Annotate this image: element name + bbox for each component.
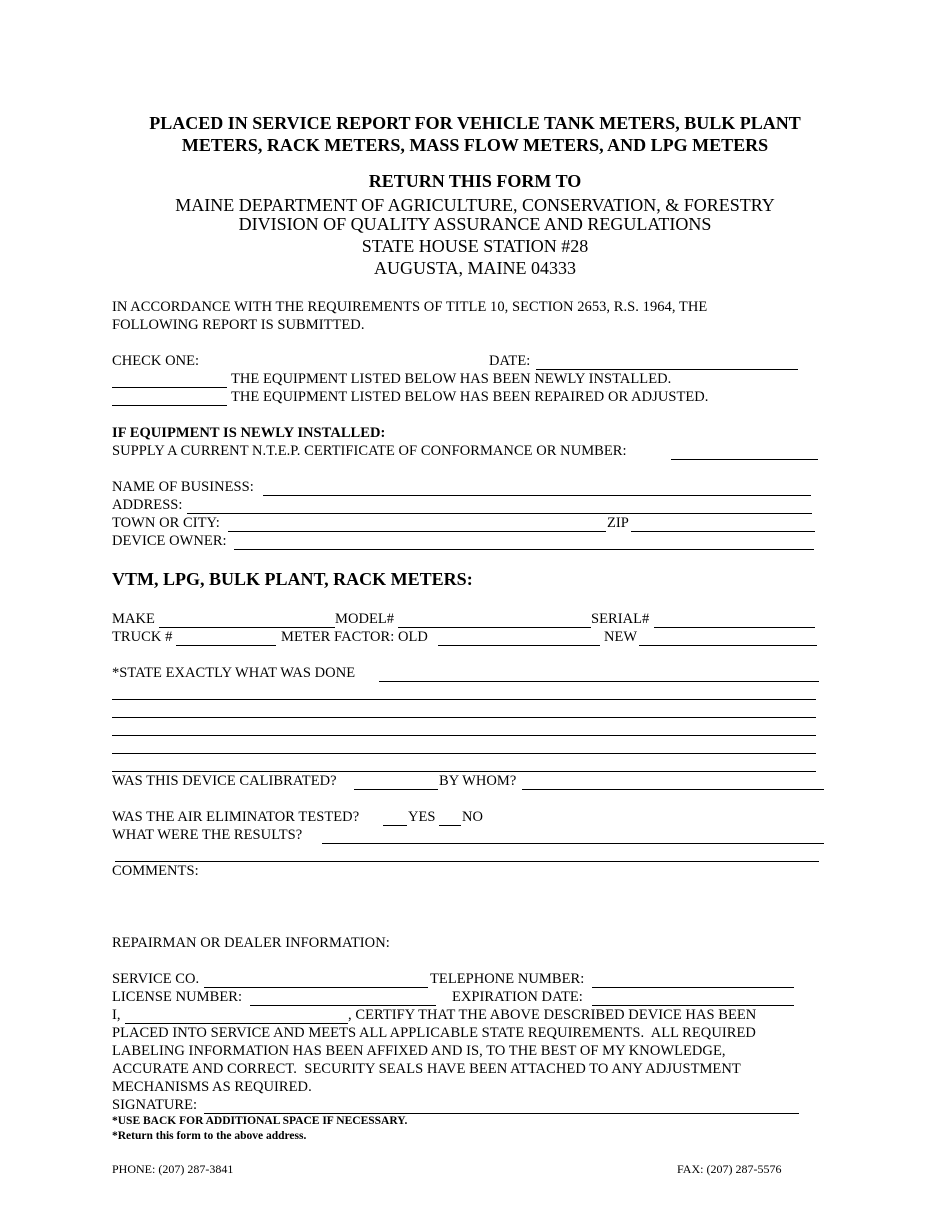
results-line[interactable]	[115, 861, 819, 862]
town-field[interactable]	[228, 531, 606, 532]
option-repaired: THE EQUIPMENT LISTED BELOW HAS BEEN REPAIRED OR ADJUSTED.	[231, 389, 709, 405]
address-label: ADDRESS:	[112, 497, 183, 513]
license-label: LICENSE NUMBER:	[112, 989, 243, 1005]
make-field[interactable]	[159, 627, 335, 628]
truck-field[interactable]	[176, 645, 276, 646]
calibrated-label: WAS THIS DEVICE CALIBRATED?	[112, 773, 337, 789]
signature-label: SIGNATURE:	[112, 1097, 198, 1113]
state-done-field[interactable]	[379, 681, 819, 682]
date-field[interactable]	[536, 369, 798, 370]
ntep-field[interactable]	[671, 459, 818, 460]
certifier-name-field[interactable]	[125, 1023, 348, 1024]
results-label: WHAT WERE THE RESULTS?	[112, 827, 303, 843]
service-co-field[interactable]	[204, 987, 428, 988]
results-field[interactable]	[322, 843, 824, 844]
zip-field[interactable]	[631, 531, 815, 532]
state-done-label: *STATE EXACTLY WHAT WAS DONE	[112, 665, 356, 681]
form-title-line2: METERS, RACK METERS, MASS FLOW METERS, AND LPG METERS	[181, 135, 769, 155]
option-newly-installed: THE EQUIPMENT LISTED BELOW HAS BEEN NEWLY INSTALLED.	[231, 371, 672, 387]
meter-factor-old-label: METER FACTOR: OLD	[281, 629, 428, 645]
note-return-form: *Return this form to the above address.	[112, 1130, 307, 1142]
certify-line-5: MECHANISMS AS REQUIRED.	[112, 1079, 312, 1095]
town-label: TOWN OR CITY:	[112, 515, 220, 531]
business-name-field[interactable]	[263, 495, 811, 496]
calibrated-field[interactable]	[354, 789, 438, 790]
zip-label: ZIP	[607, 515, 629, 531]
certify-prefix: I,	[112, 1007, 121, 1023]
serial-field[interactable]	[654, 627, 815, 628]
address-line-4: AUGUSTA, MAINE 04333	[373, 258, 577, 278]
certify-line-3: LABELING INFORMATION HAS BEEN AFFIXED AND IS, TO THE BEST OF MY KNOWLEDGE,	[112, 1043, 726, 1059]
state-done-line[interactable]	[112, 735, 816, 736]
newly-installed-checkbox[interactable]	[112, 387, 227, 388]
repairman-heading: REPAIRMAN OR DEALER INFORMATION:	[112, 935, 390, 951]
meter-factor-old-field[interactable]	[438, 645, 600, 646]
air-eliminator-label: WAS THE AIR ELIMINATOR TESTED?	[112, 809, 360, 825]
signature-field[interactable]	[204, 1113, 799, 1114]
serial-label: SERIAL#	[591, 611, 650, 627]
state-done-line[interactable]	[112, 771, 816, 772]
air-no-label: NO	[462, 809, 484, 825]
repaired-checkbox[interactable]	[112, 405, 227, 406]
state-done-line[interactable]	[112, 699, 816, 700]
meters-heading: VTM, LPG, BULK PLANT, RACK METERS:	[112, 569, 473, 589]
ntep-heading: IF EQUIPMENT IS NEWLY INSTALLED:	[112, 425, 386, 441]
return-heading: RETURN THIS FORM TO	[368, 171, 582, 191]
truck-label: TRUCK #	[112, 629, 173, 645]
footer-fax: FAX: (207) 287-5576	[677, 1162, 782, 1176]
telephone-label: TELEPHONE NUMBER:	[430, 971, 585, 987]
model-label: MODEL#	[335, 611, 395, 627]
device-owner-label: DEVICE OWNER:	[112, 533, 227, 549]
license-field[interactable]	[250, 1005, 436, 1006]
certify-line-2: PLACED INTO SERVICE AND MEETS ALL APPLICABLE STATE REQUIREMENTS. ALL REQUIRED	[112, 1025, 756, 1041]
device-owner-field[interactable]	[234, 549, 814, 550]
air-no-checkbox[interactable]	[439, 825, 461, 826]
by-whom-field[interactable]	[522, 789, 824, 790]
expiration-field[interactable]	[592, 1005, 794, 1006]
air-yes-label: YES	[408, 809, 436, 825]
model-field[interactable]	[398, 627, 591, 628]
intro-line-2: FOLLOWING REPORT IS SUBMITTED.	[112, 317, 365, 333]
meter-factor-new-field[interactable]	[639, 645, 817, 646]
address-field[interactable]	[187, 513, 812, 514]
intro-line-1: IN ACCORDANCE WITH THE REQUIREMENTS OF TITLE 10, SECTION 2653, R.S. 1964, THE	[112, 299, 708, 315]
air-yes-checkbox[interactable]	[383, 825, 407, 826]
by-whom-label: BY WHOM?	[439, 773, 517, 789]
state-done-line[interactable]	[112, 717, 816, 718]
business-name-label: NAME OF BUSINESS:	[112, 479, 254, 495]
check-one-label: CHECK ONE:	[112, 353, 200, 369]
address-line-2: DIVISION OF QUALITY ASSURANCE AND REGULATIONS	[238, 214, 712, 234]
form-title-line1: PLACED IN SERVICE REPORT FOR VEHICLE TANK METERS, BULK PLANT	[149, 113, 801, 133]
ntep-label: SUPPLY A CURRENT N.T.E.P. CERTIFICATE OF CONFORMANCE OR NUMBER:	[112, 443, 627, 459]
certify-line-1: , CERTIFY THAT THE ABOVE DESCRIBED DEVICE HAS BEEN	[348, 1007, 757, 1023]
expiration-label: EXPIRATION DATE:	[452, 989, 583, 1005]
service-co-label: SERVICE CO.	[112, 971, 200, 987]
certify-line-4: ACCURATE AND CORRECT. SECURITY SEALS HAVE BEEN ATTACHED TO ANY ADJUSTMENT	[112, 1061, 741, 1077]
footer-phone: PHONE: (207) 287-3841	[112, 1162, 234, 1176]
comments-label: COMMENTS:	[112, 863, 199, 879]
date-label: DATE:	[489, 353, 531, 369]
make-label: MAKE	[112, 611, 155, 627]
address-line-3: STATE HOUSE STATION #28	[361, 236, 589, 256]
telephone-field[interactable]	[592, 987, 794, 988]
address-line-1: MAINE DEPARTMENT OF AGRICULTURE, CONSERVATION, & FORESTRY	[175, 195, 775, 215]
state-done-line[interactable]	[112, 753, 816, 754]
meter-factor-new-label: NEW	[604, 629, 638, 645]
note-additional-space: *USE BACK FOR ADDITIONAL SPACE IF NECESSARY.	[112, 1115, 408, 1127]
